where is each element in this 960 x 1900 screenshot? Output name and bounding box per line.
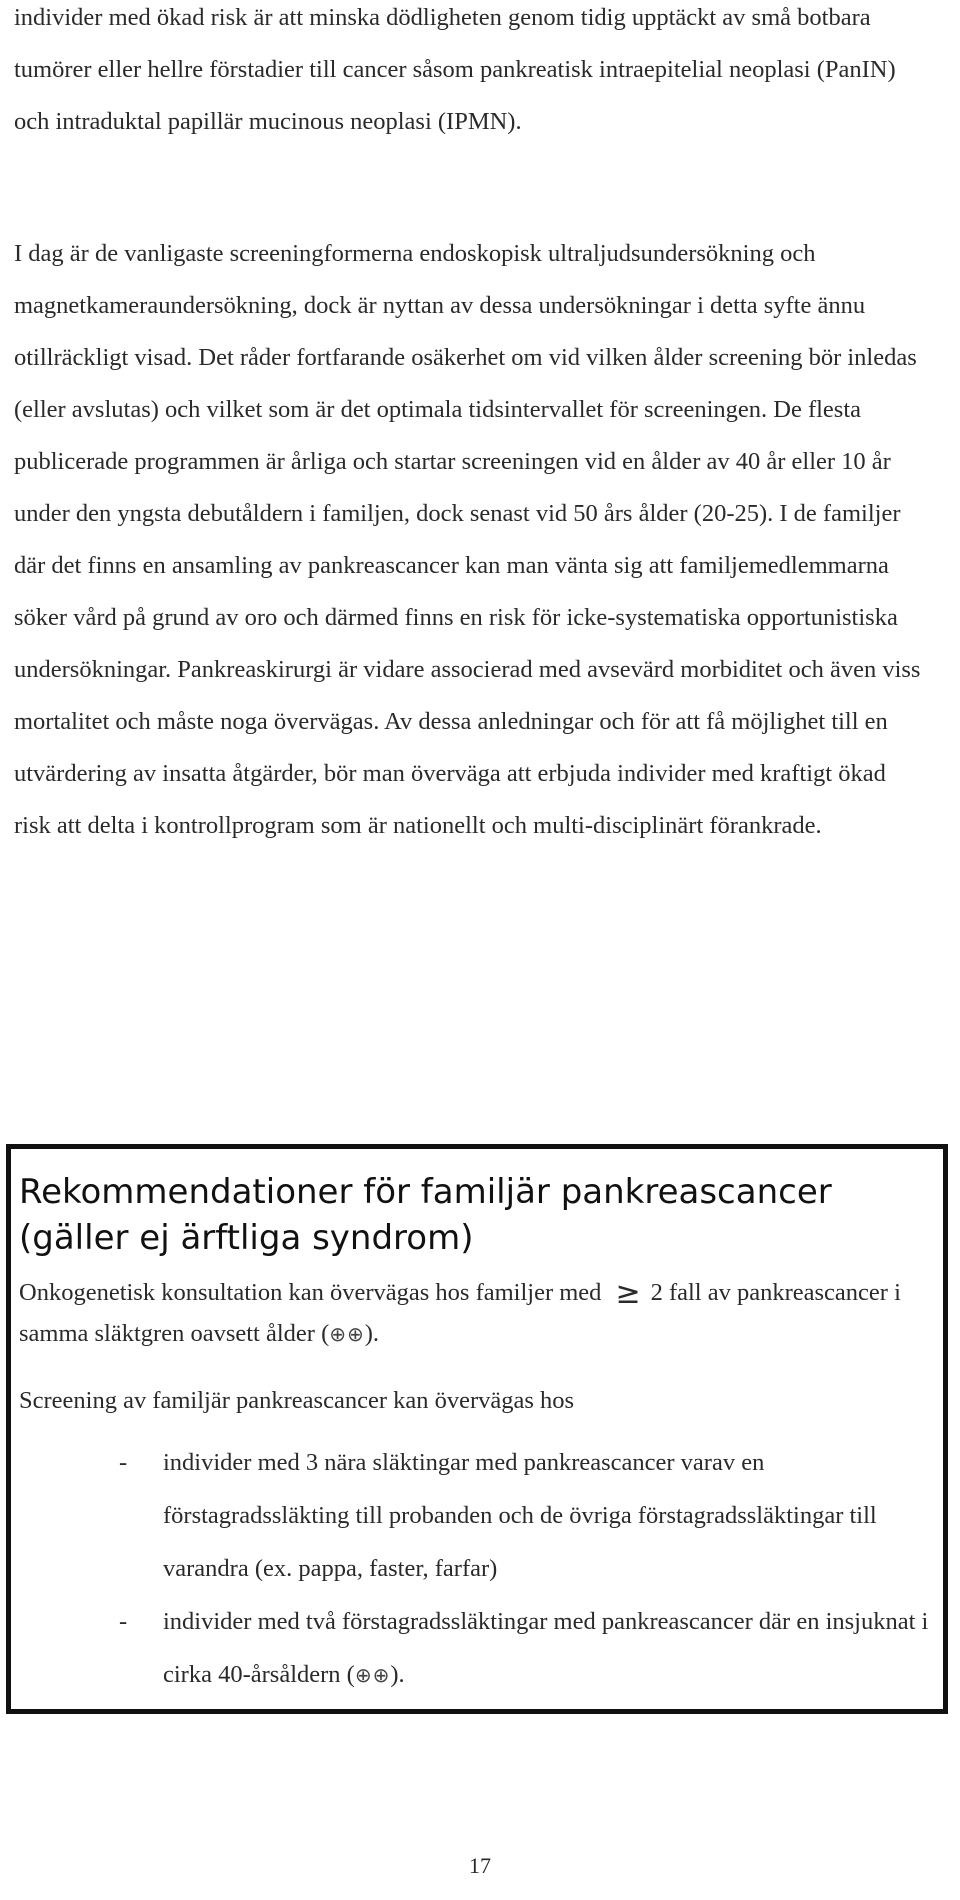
list-item-text: individer med 3 nära släktingar med pankreascancer varav en förstagradssläkting till probanden och de övriga förstagradssläktingar till varandra (ex. pappa, faster, farfar): [163, 1449, 877, 1582]
rec1-text-end: 2 fall av pankreascancer i samma släktgren oavsett ålder (: [19, 1279, 901, 1347]
greater-equal-symbol: ≥: [615, 1276, 641, 1311]
list-item: [19, 1436, 939, 1595]
list-dash: -: [119, 1608, 128, 1635]
page-number: 17: [469, 1853, 491, 1878]
evidence-grade-icon: ⊕⊕: [329, 1322, 365, 1346]
recommendation-box: [6, 1144, 948, 1714]
recommendation-consultation: [19, 1273, 939, 1354]
list-dash: -: [119, 1449, 128, 1476]
list-item: [19, 1595, 939, 1702]
recommendation-title: Rekommendationer för familjär pankreascancer (gäller ej ärftliga syndrom): [19, 1172, 832, 1258]
screening-criteria-list: [19, 1436, 939, 1702]
rec1-text-start: Onkogenetisk konsultation kan övervägas hos familjer med: [19, 1279, 602, 1306]
list-item-text: individer med två förstagradssläktingar med pankreascancer där en insjuknat i cirka 40-årsåldern (: [163, 1608, 929, 1688]
list-item-close: ).: [390, 1661, 405, 1688]
body-paragraph-1: individer med ökad risk är att minska dödligheten genom tidig upptäckt av små botbara tumörer eller hellre förstadier till cancer såsom pankreatisk intraepitelial neoplasi (PanIN) och intraduktal papillär mucinous neoplasi (IPMN).: [14, 4, 896, 135]
body-paragraph-2: I dag är de vanligaste screeningformerna endoskopisk ultraljudsundersökning och magnetkameraundersökning, dock är nyttan av dessa undersökningar i detta syfte ännu otillräckligt visad. Det råder fortfarande osäkerhet om vid vilken ålder screening bör inledas (eller avslutas) och vilket som är det optimala tidsintervallet för screeningen. De flesta publicerade programmen är årliga och startar screeningen vid en ålder av 40 år eller 10 år under den yngsta debutåldern i familjen, dock senast vid 50 års ålder (20-25). I de familjer där det finns en ansamling av pankreascancer kan man vänta sig att familjemedlemmarna söker vård på grund av oro och därmed finns en risk för icke-systematiska opportunistiska undersökningar. Pankreaskirurgi är vidare associerad med avsevärd morbiditet och även viss mortalitet och måste noga övervägas. Av dessa anledningar och för att få möjlighet till en utvärdering av insatta åtgärder, bör man överväga att erbjuda individer med kraftigt ökad risk att delta i kontrollprogram som är nationellt och multi-disciplinärt förankrade.: [14, 240, 921, 839]
evidence-grade-icon: ⊕⊕: [354, 1663, 391, 1687]
rec1-close: ).: [364, 1320, 380, 1347]
recommendation-screening-intro: Screening av familjär pankreascancer kan övervägas hos: [19, 1387, 575, 1414]
